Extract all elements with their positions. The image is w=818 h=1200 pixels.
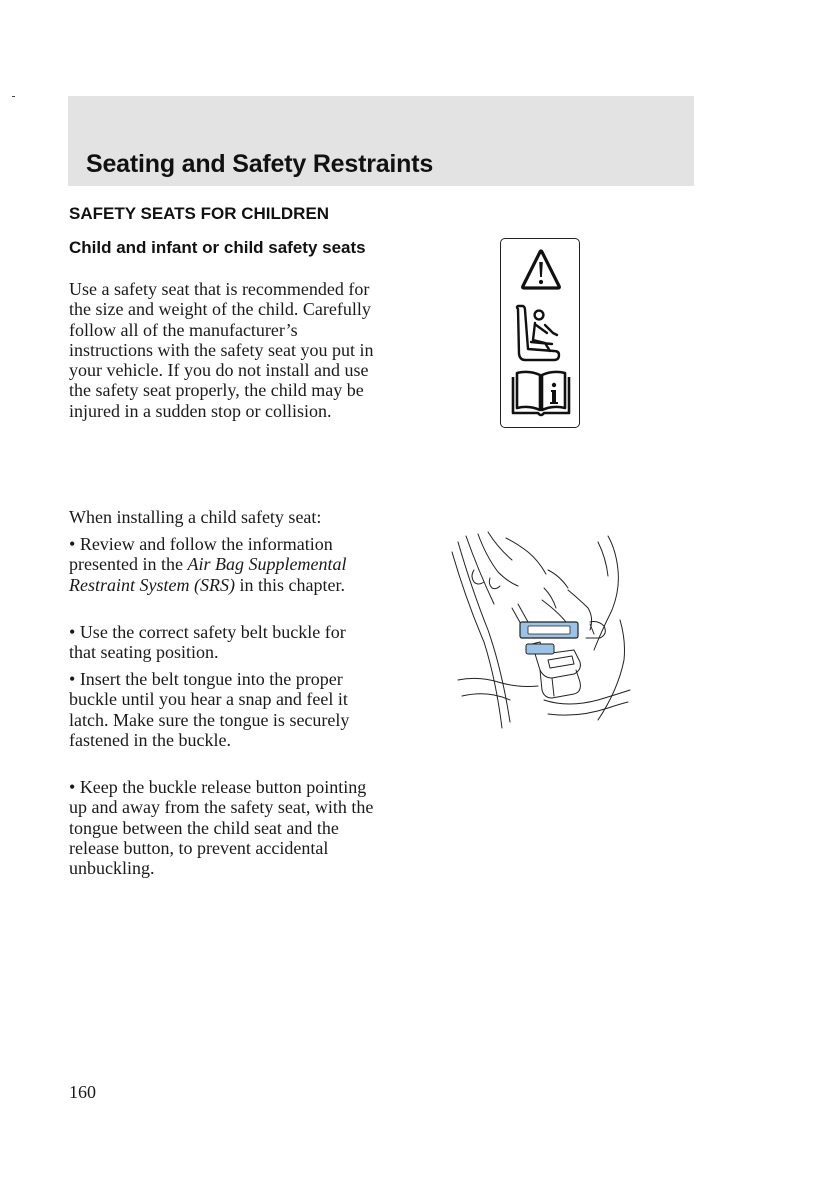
- bullet-marker: •: [69, 777, 76, 797]
- bullet-text: Insert the belt tongue into the proper buckle until you hear a snap and feel it latch. Make sure the tongue is securely fastened in the buckle.: [69, 669, 350, 750]
- child-seat-icon: [517, 306, 559, 360]
- buckle-illustration: [448, 530, 632, 735]
- subsection-heading: Child and infant or child safety seats: [69, 238, 366, 257]
- bullet-marker: •: [69, 669, 76, 689]
- owner-manual-info-icon: [513, 372, 569, 415]
- warning-triangle-icon: [523, 251, 560, 288]
- margin-mark: [12, 96, 15, 97]
- bullet-correct-buckle: [69, 622, 374, 663]
- bullet-marker: •: [69, 622, 76, 642]
- bullet-text: Keep the buckle release button pointing up and away from the safety seat, with the tongue between the child seat and the release button, to prevent accidental unbuckling.: [69, 777, 374, 879]
- intro-paragraph: Use a safety seat that is recommended for the size and weight of the child. Carefully follow all of the manufacturer’s instructions with the safety seat you put in your vehicle. If you do not install and use the safety seat properly, the child may be injured in a sudden stop or collision.: [69, 279, 374, 421]
- bullet-text: Use the correct safety belt buckle for that seating position.: [69, 622, 346, 663]
- page-number: 160: [69, 1082, 96, 1102]
- bullet-review-info: [69, 534, 374, 595]
- bullet-text: Review and follow the information presented in the: [69, 534, 333, 575]
- installing-intro: When installing a child safety seat:: [69, 507, 322, 527]
- bullet-release-button: [69, 777, 374, 878]
- buckle-slot-highlight: [526, 644, 554, 654]
- bullet-insert-tongue: [69, 669, 374, 750]
- section-heading: SAFETY SEATS FOR CHILDREN: [69, 204, 330, 223]
- page-title: Seating and Safety Restraints: [86, 150, 434, 178]
- bullet-italic-reference: Air Bag Supplemental Restraint System (SRS): [69, 554, 347, 595]
- bullet-text: in this chapter.: [234, 574, 345, 595]
- warning-symbol-panel: [500, 238, 580, 428]
- bullet-marker: •: [69, 534, 76, 554]
